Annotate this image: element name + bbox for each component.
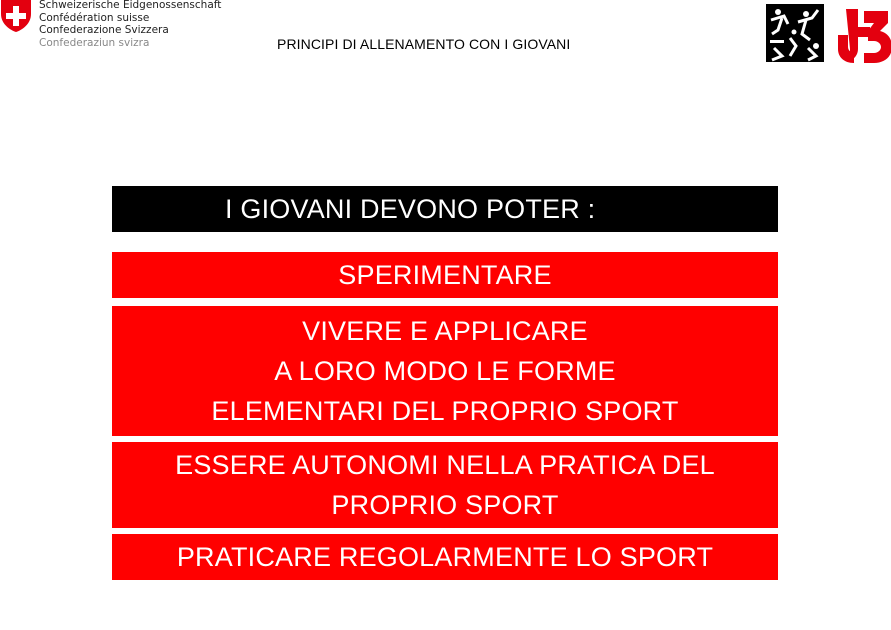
principle-text: VIVERE E APPLICARE A LORO MODO LE FORME ELEMENTARI DEL PROPRIO SPORT <box>211 316 679 426</box>
gov-line-rm: Confederaziun svizra <box>39 36 150 49</box>
page-title: PRINCIPI DI ALLENAMENTO CON I GIOVANI <box>277 36 571 52</box>
swiss-cross-emblem-icon <box>0 0 32 32</box>
principle-box <box>112 442 778 528</box>
gov-line-fr: Confédération suisse <box>39 11 150 24</box>
gov-line-it: Confederazione Svizzera <box>39 24 169 37</box>
principle-text: ESSERE AUTONOMI NELLA PRATICA DEL PROPRIO SPORT <box>175 450 715 520</box>
principle-text: PRATICARE REGOLARMENTE LO SPORT <box>176 542 714 572</box>
sport-pictogram-icon <box>766 4 824 62</box>
gov-line-de: Schweizerische Eidgenossenschaft <box>39 0 222 11</box>
principle-text: SPERIMENTARE <box>338 260 552 290</box>
government-name-block <box>39 0 221 49</box>
principle-box <box>112 252 778 298</box>
js-logo-icon <box>836 9 891 63</box>
heading-banner <box>112 186 778 232</box>
principle-box <box>112 534 778 580</box>
principle-box <box>112 306 778 436</box>
heading-text: I GIOVANI DEVONO POTER : <box>225 194 596 224</box>
